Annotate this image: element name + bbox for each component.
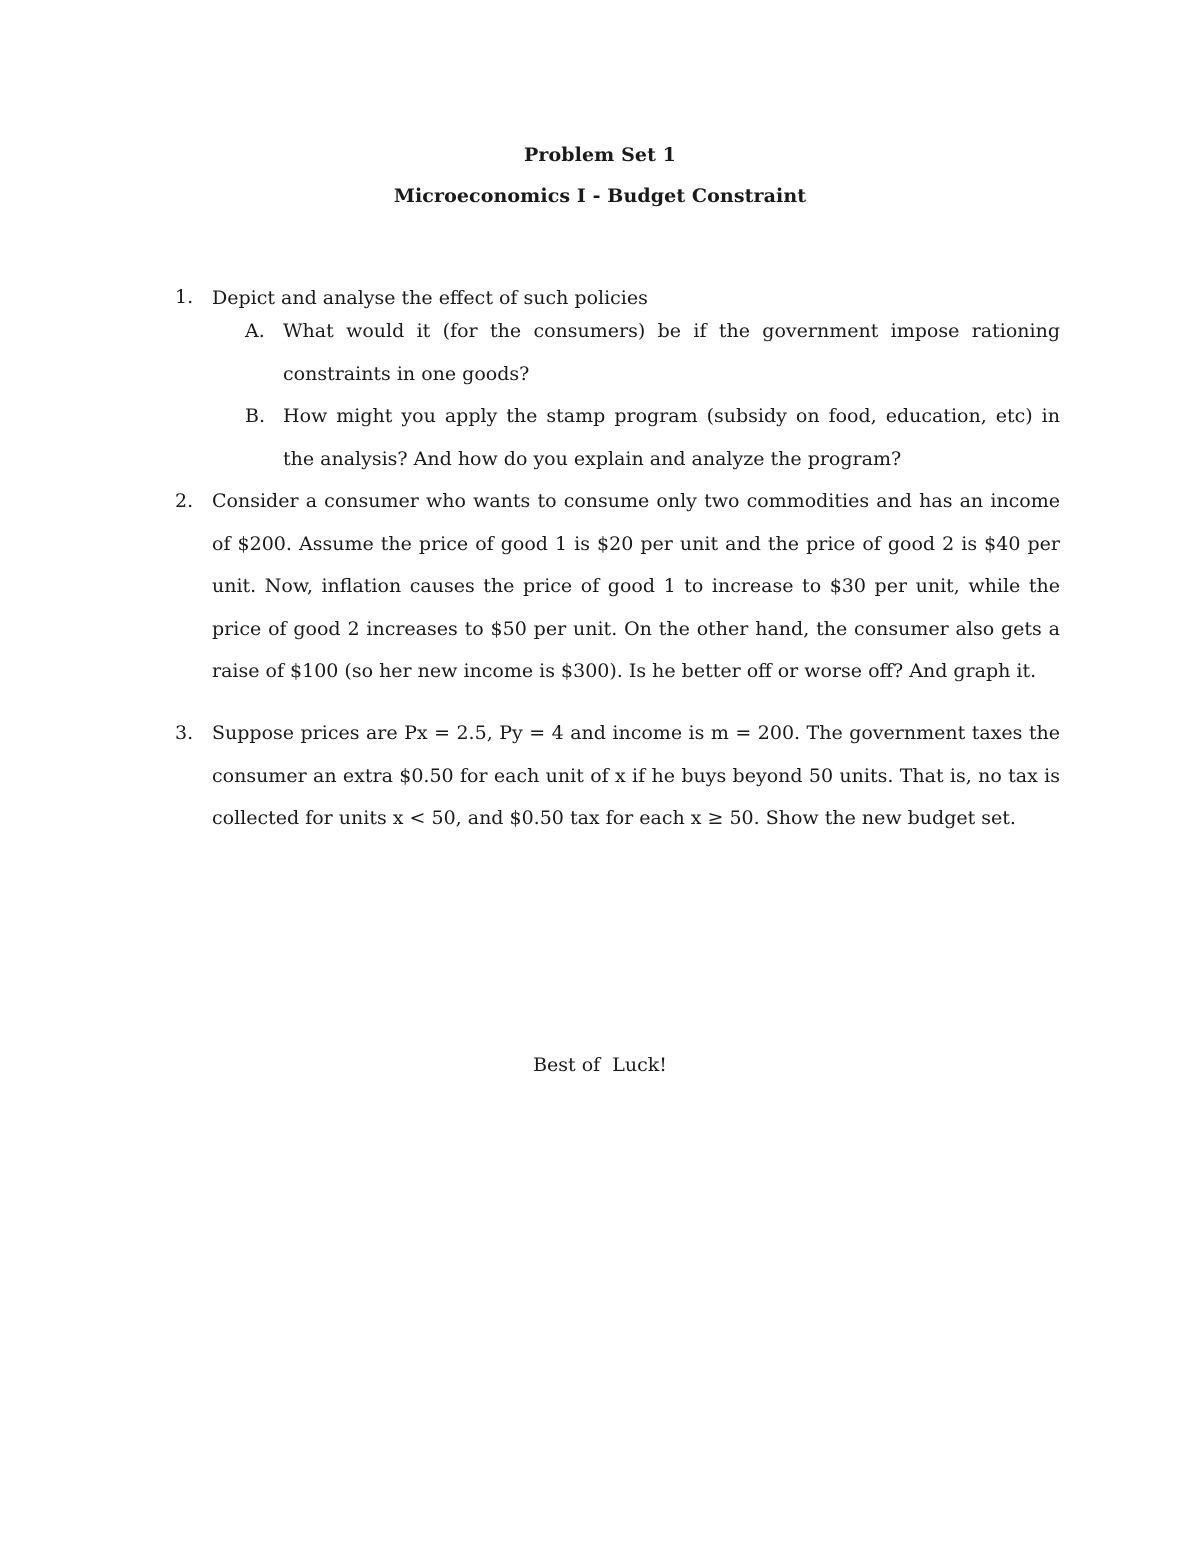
- closing-note: Best of Luck!: [533, 1054, 667, 1076]
- page-title: Problem Set 1: [523, 144, 676, 166]
- page-subtitle: Microeconomics I - Budget Constraint: [393, 185, 807, 207]
- question-1-text: Depict and analyse the effect of such policies: [212, 287, 648, 309]
- question-1-number: 1.: [175, 286, 194, 308]
- question-3-text: Suppose prices are Px = 2.5, Py = 4 and income is m = 200. The government taxes the consumer an extra $0.50 for each unit of x if he buys beyond 50 units. That is, no tax is collected for units x < 50, and $0.50 tax for each x ≥ 50. Show the new budget set.: [212, 722, 1060, 829]
- question-2-number: 2.: [175, 490, 194, 512]
- question-1a-label: A.: [245, 320, 265, 342]
- question-2-text: Consider a consumer who wants to consume only two commodities and has an income of $200. Assume the price of good 1 is $20 per unit and the price of good 2 is $40 per unit. Now, inflation causes the price of good 1 to increase to $30 per unit, while the price of good 2 increases to $50 per unit. On the other hand, the consumer also gets a raise of $100 (so her new income is $300). Is he better off or worse off? And graph it.: [212, 490, 1060, 682]
- question-1b-text: How might you apply the stamp program (subsidy on food, education, etc) in the analysis? And how do you explain and analyze the program?: [283, 405, 1060, 470]
- question-3-number: 3.: [175, 722, 194, 744]
- question-1b-label: B.: [245, 405, 266, 427]
- question-1a-text: What would it (for the consumers) be if the government impose rationing constraints in one goods?: [283, 320, 1060, 385]
